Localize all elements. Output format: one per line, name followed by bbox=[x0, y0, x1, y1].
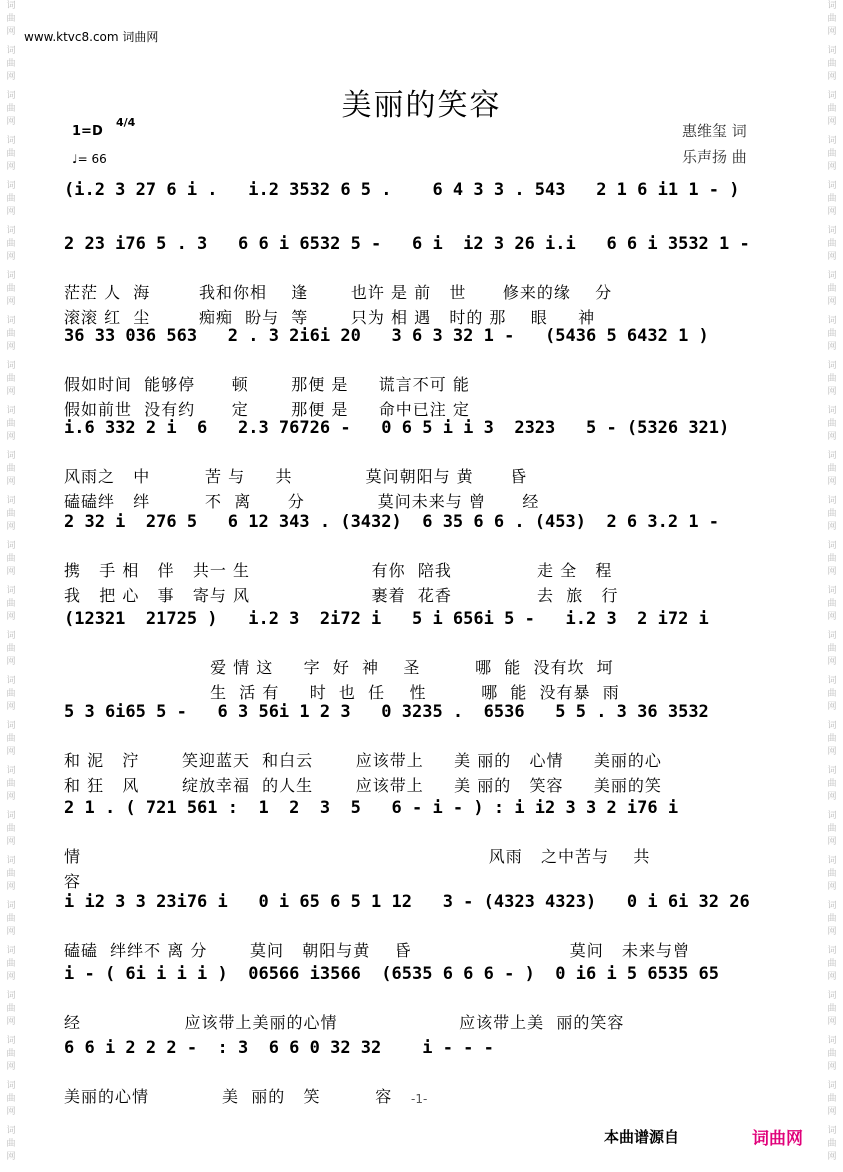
watermark-char: 网 bbox=[827, 387, 837, 397]
watermark-char: 词 bbox=[827, 766, 837, 776]
watermark-char: 曲 bbox=[6, 14, 16, 24]
watermark-char: 词 bbox=[6, 631, 16, 641]
composer-credit: 乐声扬 曲 bbox=[682, 148, 747, 166]
lyricist-credit: 惠维玺 词 bbox=[682, 122, 747, 140]
watermark-char: 词 bbox=[6, 46, 16, 56]
watermark-char: 词 bbox=[6, 991, 16, 1001]
watermark-char: 曲 bbox=[827, 104, 837, 114]
notation-line: i - ( 6i i i i ) 06566 i3566 (6535 6 6 6 - ) 0 i6 i 5 6535 65 bbox=[64, 964, 720, 984]
watermark-char: 网 bbox=[827, 72, 837, 82]
lyric-line-1: 假如时间 能够停 顿 那便 是 谎言不可 能 bbox=[64, 375, 470, 394]
watermark-char: 曲 bbox=[6, 509, 16, 519]
time-signature bbox=[116, 116, 135, 130]
tempo-marking: ♩= 66 bbox=[72, 152, 107, 166]
lyric-line-1: 和 泥 泞 笑迎蓝天 和白云 应该带上 美 丽的 心情 美丽的心 bbox=[64, 751, 662, 770]
watermark-char: 词 bbox=[6, 1, 16, 11]
notation-line: i.6 332 2 i 6 2.3 76726 - 0 6 5 i i 3 2323 5 - (5326 321) bbox=[64, 418, 730, 438]
watermark-char: 网 bbox=[827, 657, 837, 667]
watermark-char: 网 bbox=[827, 1017, 837, 1027]
watermark-char: 曲 bbox=[827, 1004, 837, 1014]
watermark-char: 网 bbox=[6, 1152, 16, 1162]
watermark-char: 词 bbox=[827, 181, 837, 191]
watermark-char: 词 bbox=[827, 901, 837, 911]
watermark-char: 曲 bbox=[827, 194, 837, 204]
watermark-char: 曲 bbox=[827, 1139, 837, 1149]
watermark-char: 曲 bbox=[827, 374, 837, 384]
watermark-right bbox=[825, 0, 839, 1172]
watermark-char: 网 bbox=[827, 297, 837, 307]
lyric-line-2: 磕磕绊 绊 不 离 分 莫问未来与 曾 经 bbox=[64, 492, 540, 511]
lyric-line-1: 情 风雨 之中苦与 共 bbox=[64, 847, 651, 866]
watermark-char: 词 bbox=[6, 586, 16, 596]
lyric-line-2: 我 把 心 事 寄与 风 裹着 花香 去 旅 行 bbox=[64, 586, 619, 605]
watermark-char: 词 bbox=[6, 451, 16, 461]
watermark-char: 网 bbox=[827, 252, 837, 262]
watermark-char: 曲 bbox=[827, 284, 837, 294]
lyric-line-2: 和 狂 风 绽放幸福 的人生 应该带上 美 丽的 笑容 美丽的笑 bbox=[64, 776, 662, 795]
watermark-char: 曲 bbox=[827, 914, 837, 924]
watermark-char: 词 bbox=[6, 946, 16, 956]
watermark-char: 词 bbox=[827, 991, 837, 1001]
watermark-char: 词 bbox=[6, 811, 16, 821]
watermark-char: 曲 bbox=[827, 599, 837, 609]
watermark-char: 网 bbox=[827, 882, 837, 892]
lyric-line-1: 风雨之 中 苦 与 共 莫问朝阳与 黄 昏 bbox=[64, 467, 528, 486]
watermark-char: 曲 bbox=[6, 779, 16, 789]
watermark-char: 网 bbox=[827, 747, 837, 757]
notation-line: 5 3 6i65 5 - 6 3 56i 1 2 3 0 3235 . 6536 5 5 . 3 36 3532 bbox=[64, 702, 709, 722]
watermark-char: 词 bbox=[827, 946, 837, 956]
watermark-char: 词 bbox=[827, 676, 837, 686]
watermark-char: 曲 bbox=[827, 869, 837, 879]
watermark-char: 网 bbox=[6, 342, 16, 352]
watermark-char: 词 bbox=[6, 1036, 16, 1046]
watermark-char: 词 bbox=[6, 856, 16, 866]
watermark-char: 网 bbox=[827, 702, 837, 712]
watermark-char: 网 bbox=[6, 702, 16, 712]
page-number: -1- bbox=[411, 1092, 428, 1106]
watermark-char: 词 bbox=[6, 1081, 16, 1091]
watermark-char: 网 bbox=[6, 1017, 16, 1027]
watermark-char: 曲 bbox=[6, 1004, 16, 1014]
lyric-line-1: 茫茫 人 海 我和你相 逢 也许 是 前 世 修来的缘 分 bbox=[64, 283, 613, 302]
watermark-char: 曲 bbox=[6, 599, 16, 609]
watermark-char: 网 bbox=[827, 27, 837, 37]
watermark-char: 曲 bbox=[6, 284, 16, 294]
watermark-char: 词 bbox=[827, 226, 837, 236]
watermark-char: 词 bbox=[6, 766, 16, 776]
watermark-char: 曲 bbox=[6, 104, 16, 114]
key-signature: 1=D bbox=[72, 124, 103, 139]
watermark-char: 词 bbox=[827, 406, 837, 416]
watermark-char: 网 bbox=[827, 1152, 837, 1162]
lyric-line-1: 爱 情 这 字 好 神 圣 哪 能 没有坎 坷 bbox=[64, 658, 614, 677]
watermark-char: 曲 bbox=[6, 239, 16, 249]
watermark-char: 曲 bbox=[827, 14, 837, 24]
site-url[interactable]: www.ktvc8.com 词曲网 bbox=[24, 30, 159, 44]
watermark-char: 词 bbox=[827, 451, 837, 461]
watermark-char: 曲 bbox=[6, 914, 16, 924]
watermark-char: 网 bbox=[827, 207, 837, 217]
footer-logo[interactable]: 词曲网 bbox=[752, 1129, 803, 1149]
watermark-char: 词 bbox=[6, 901, 16, 911]
watermark-char: 曲 bbox=[6, 869, 16, 879]
footer-source-text: 本曲谱源自 bbox=[604, 1128, 680, 1146]
watermark-char: 曲 bbox=[827, 734, 837, 744]
watermark-char: 曲 bbox=[827, 959, 837, 969]
watermark-char: 网 bbox=[6, 117, 16, 127]
watermark-char: 曲 bbox=[827, 824, 837, 834]
watermark-char: 曲 bbox=[827, 554, 837, 564]
watermark-char: 网 bbox=[6, 612, 16, 622]
lyric-line-1: 经 应该带上美丽的心情 应该带上美 丽的笑容 bbox=[64, 1013, 625, 1032]
watermark-char: 词 bbox=[827, 721, 837, 731]
watermark-char: 词 bbox=[6, 721, 16, 731]
watermark-char: 网 bbox=[6, 882, 16, 892]
watermark-char: 曲 bbox=[6, 149, 16, 159]
watermark-char: 网 bbox=[6, 72, 16, 82]
watermark-char: 词 bbox=[827, 856, 837, 866]
watermark-char: 词 bbox=[827, 316, 837, 326]
watermark-char: 网 bbox=[6, 207, 16, 217]
watermark-char: 网 bbox=[827, 162, 837, 172]
watermark-char: 网 bbox=[6, 972, 16, 982]
watermark-char: 词 bbox=[6, 181, 16, 191]
watermark-char: 词 bbox=[827, 136, 837, 146]
watermark-char: 曲 bbox=[827, 149, 837, 159]
lyric-line-1: 携 手 相 伴 共一 生 有你 陪我 走 全 程 bbox=[64, 561, 613, 580]
watermark-left bbox=[4, 0, 18, 1172]
watermark-char: 网 bbox=[6, 927, 16, 937]
watermark-char: 网 bbox=[827, 567, 837, 577]
watermark-char: 曲 bbox=[6, 374, 16, 384]
watermark-char: 词 bbox=[827, 91, 837, 101]
watermark-char: 网 bbox=[827, 522, 837, 532]
lyric-line-2: 生 活 有 时 也 任 性 哪 能 没有暴 雨 bbox=[64, 683, 620, 702]
watermark-char: 词 bbox=[6, 91, 16, 101]
watermark-char: 网 bbox=[827, 837, 837, 847]
watermark-char: 曲 bbox=[827, 689, 837, 699]
watermark-char: 曲 bbox=[827, 464, 837, 474]
watermark-char: 曲 bbox=[6, 959, 16, 969]
watermark-char: 网 bbox=[827, 477, 837, 487]
watermark-char: 网 bbox=[6, 657, 16, 667]
watermark-char: 曲 bbox=[827, 239, 837, 249]
watermark-char: 曲 bbox=[6, 1094, 16, 1104]
watermark-char: 词 bbox=[827, 1126, 837, 1136]
watermark-char: 网 bbox=[6, 387, 16, 397]
watermark-char: 曲 bbox=[827, 779, 837, 789]
watermark-char: 词 bbox=[827, 361, 837, 371]
watermark-char: 曲 bbox=[827, 644, 837, 654]
watermark-char: 词 bbox=[6, 271, 16, 281]
watermark-char: 网 bbox=[827, 612, 837, 622]
song-title: 美丽的笑容 bbox=[341, 88, 502, 123]
watermark-char: 词 bbox=[827, 1, 837, 11]
watermark-char: 网 bbox=[6, 432, 16, 442]
watermark-char: 曲 bbox=[827, 509, 837, 519]
watermark-char: 曲 bbox=[6, 644, 16, 654]
watermark-char: 曲 bbox=[6, 689, 16, 699]
watermark-char: 词 bbox=[6, 361, 16, 371]
watermark-char: 曲 bbox=[6, 824, 16, 834]
watermark-char: 网 bbox=[827, 432, 837, 442]
lyric-line-2: 滚滚 红 尘 痴痴 盼与 等 只为 相 遇 时的 那 眼 神 bbox=[64, 308, 596, 327]
watermark-char: 网 bbox=[827, 1107, 837, 1117]
watermark-char: 词 bbox=[827, 541, 837, 551]
watermark-char: 网 bbox=[6, 1062, 16, 1072]
watermark-char: 词 bbox=[827, 46, 837, 56]
watermark-char: 曲 bbox=[6, 464, 16, 474]
watermark-char: 网 bbox=[6, 297, 16, 307]
watermark-char: 曲 bbox=[827, 419, 837, 429]
watermark-char: 网 bbox=[827, 342, 837, 352]
time-signature-value: 4/4 bbox=[116, 116, 136, 129]
watermark-char: 曲 bbox=[6, 194, 16, 204]
watermark-char: 词 bbox=[6, 136, 16, 146]
watermark-char: 词 bbox=[827, 1081, 837, 1091]
watermark-char: 网 bbox=[6, 522, 16, 532]
watermark-char: 词 bbox=[6, 226, 16, 236]
watermark-char: 词 bbox=[827, 271, 837, 281]
notation-line: 36 33 036 563 2 . 3 2i6i 20 3 6 3 32 1 - (5436 5 6432 1 ) bbox=[64, 326, 709, 346]
watermark-char: 曲 bbox=[6, 1139, 16, 1149]
notation-line: 6 6 i 2 2 2 - : 3 6 6 0 32 32 i - - - bbox=[64, 1038, 494, 1058]
watermark-char: 网 bbox=[6, 1107, 16, 1117]
watermark-char: 曲 bbox=[6, 329, 16, 339]
watermark-char: 网 bbox=[6, 837, 16, 847]
lyric-line-2: 容 bbox=[64, 872, 82, 891]
watermark-char: 网 bbox=[827, 972, 837, 982]
notation-line: (12321 21725 ) i.2 3 2i72 i 5 i 656i 5 - i.2 3 2 i72 i bbox=[64, 609, 709, 629]
watermark-char: 词 bbox=[6, 541, 16, 551]
watermark-char: 词 bbox=[6, 676, 16, 686]
watermark-char: 曲 bbox=[6, 1049, 16, 1059]
watermark-char: 网 bbox=[827, 117, 837, 127]
watermark-char: 词 bbox=[827, 1036, 837, 1046]
notation-line: i i2 3 3 23i76 i 0 i 65 6 5 1 12 3 - (4323 4323) 0 i 6i 32 26 bbox=[64, 892, 750, 912]
watermark-char: 网 bbox=[6, 162, 16, 172]
watermark-char: 词 bbox=[827, 496, 837, 506]
watermark-char: 曲 bbox=[827, 59, 837, 69]
watermark-char: 词 bbox=[6, 406, 16, 416]
watermark-char: 词 bbox=[6, 316, 16, 326]
watermark-char: 网 bbox=[6, 792, 16, 802]
watermark-char: 网 bbox=[827, 927, 837, 937]
watermark-char: 曲 bbox=[6, 59, 16, 69]
watermark-char: 曲 bbox=[6, 419, 16, 429]
watermark-char: 网 bbox=[6, 477, 16, 487]
notation-line: (i.2 3 27 6 i . i.2 3532 6 5 . 6 4 3 3 . 543 2 1 6 i1 1 - ) bbox=[64, 180, 740, 200]
watermark-char: 词 bbox=[827, 631, 837, 641]
watermark-char: 曲 bbox=[6, 734, 16, 744]
watermark-char: 网 bbox=[6, 252, 16, 262]
lyric-line-2: 假如前世 没有约 定 那便 是 命中已注 定 bbox=[64, 400, 470, 419]
watermark-char: 曲 bbox=[6, 554, 16, 564]
lyric-line-1: 美丽的心情 美 丽的 笑 容 bbox=[64, 1087, 393, 1106]
watermark-char: 词 bbox=[6, 1126, 16, 1136]
watermark-char: 网 bbox=[6, 27, 16, 37]
watermark-char: 网 bbox=[827, 1062, 837, 1072]
watermark-char: 网 bbox=[6, 747, 16, 757]
notation-line: 2 1 . ( 721 561 : 1 2 3 5 6 - i - ) : i i2 3 3 2 i76 i bbox=[64, 798, 679, 818]
watermark-char: 曲 bbox=[827, 329, 837, 339]
watermark-char: 词 bbox=[827, 811, 837, 821]
watermark-char: 网 bbox=[827, 792, 837, 802]
watermark-char: 曲 bbox=[827, 1094, 837, 1104]
watermark-char: 曲 bbox=[827, 1049, 837, 1059]
notation-line: 2 32 i 276 5 6 12 343 . (3432) 6 35 6 6 . (453) 2 6 3.2 1 - bbox=[64, 512, 720, 532]
lyric-line-1: 磕磕 绊绊不 离 分 莫问 朝阳与黄 昏 莫问 未来与曾 bbox=[64, 941, 691, 960]
notation-line: 2 23 i76 5 . 3 6 6 i 6532 5 - 6 i i2 3 26 i.i 6 6 i 3532 1 - bbox=[64, 234, 750, 254]
watermark-char: 词 bbox=[827, 586, 837, 596]
watermark-char: 词 bbox=[6, 496, 16, 506]
watermark-char: 网 bbox=[6, 567, 16, 577]
